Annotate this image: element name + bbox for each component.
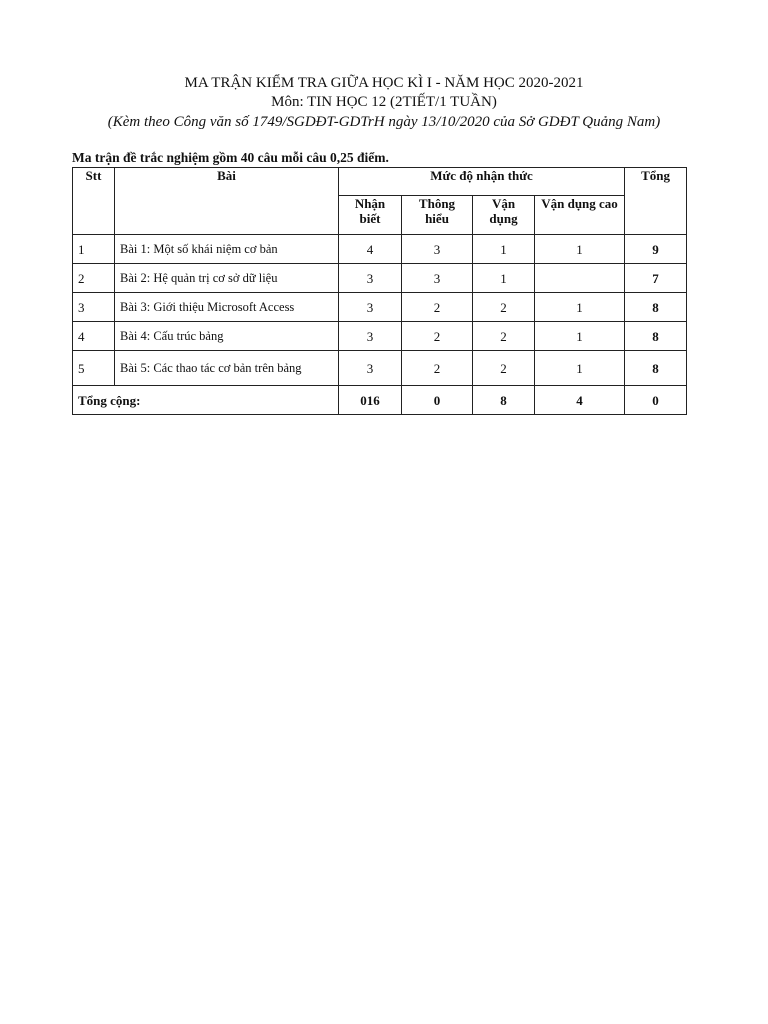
cell-thong-hieu: 3 <box>402 264 473 293</box>
cell-bai: Bài 2: Hệ quản trị cơ sở dữ liệu <box>115 264 339 293</box>
cell-van-dung-cao <box>535 264 625 293</box>
cell-tong: 8 <box>625 322 687 351</box>
header-van-dung-cao: Vận dụng cao <box>535 196 625 235</box>
header-muc-do: Mức độ nhận thức <box>339 168 625 196</box>
header-van-dung: Vận dụng <box>473 196 535 235</box>
total-thong-hieu: 0 <box>402 386 473 415</box>
header-row-1 <box>73 168 687 196</box>
header-bai: Bài <box>115 168 339 235</box>
total-nhan-biet: 016 <box>339 386 402 415</box>
cell-stt: 3 <box>73 293 115 322</box>
exam-matrix-table <box>72 167 687 415</box>
cell-van-dung-cao: 1 <box>535 293 625 322</box>
cell-tong: 9 <box>625 235 687 264</box>
total-van-dung-cao: 4 <box>535 386 625 415</box>
cell-bai: Bài 1: Một số khái niệm cơ bản <box>115 235 339 264</box>
reference-line: (Kèm theo Công văn số 1749/SGDĐT-GDTrH ngày 13/10/2020 của Sở GDĐT Quảng Nam) <box>107 114 661 130</box>
cell-stt: 5 <box>73 351 115 386</box>
cell-stt: 1 <box>73 235 115 264</box>
cell-nhan-biet: 3 <box>339 322 402 351</box>
cell-thong-hieu: 2 <box>402 351 473 386</box>
cell-van-dung: 2 <box>473 293 535 322</box>
cell-nhan-biet: 4 <box>339 235 402 264</box>
cell-bai: Bài 5: Các thao tác cơ bản trên bảng <box>115 351 339 386</box>
cell-stt: 4 <box>73 322 115 351</box>
cell-nhan-biet: 3 <box>339 264 402 293</box>
cell-thong-hieu: 2 <box>402 322 473 351</box>
cell-thong-hieu: 2 <box>402 293 473 322</box>
cell-bai: Bài 4: Cấu trúc bảng <box>115 322 339 351</box>
cell-bai: Bài 3: Giới thiệu Microsoft Access <box>115 293 339 322</box>
cell-van-dung: 2 <box>473 351 535 386</box>
cell-van-dung-cao: 1 <box>535 322 625 351</box>
cell-van-dung: 2 <box>473 322 535 351</box>
cell-tong: 8 <box>625 351 687 386</box>
cell-van-dung: 1 <box>473 235 535 264</box>
header-thong-hieu: Thông hiểu <box>402 196 473 235</box>
subject-line: Môn: TIN HỌC 12 (2TIẾT/1 TUẦN) <box>271 94 497 110</box>
cell-van-dung: 1 <box>473 264 535 293</box>
total-van-dung: 8 <box>473 386 535 415</box>
table-row <box>73 235 687 264</box>
cell-tong: 8 <box>625 293 687 322</box>
document-title: MA TRẬN KIỂM TRA GIỮA HỌC KÌ I - NĂM HỌC 2020-2021 <box>184 75 584 91</box>
cell-stt: 2 <box>73 264 115 293</box>
cell-thong-hieu: 3 <box>402 235 473 264</box>
cell-tong: 7 <box>625 264 687 293</box>
cell-nhan-biet: 3 <box>339 351 402 386</box>
cell-van-dung-cao: 1 <box>535 235 625 264</box>
total-row <box>73 386 687 415</box>
header-tong: Tổng <box>625 168 687 235</box>
total-tong: 0 <box>625 386 687 415</box>
total-label: Tổng cộng: <box>73 386 339 415</box>
table-row <box>73 293 687 322</box>
cell-nhan-biet: 3 <box>339 293 402 322</box>
table-row <box>73 351 687 386</box>
header-nhan-biet: Nhận biết <box>339 196 402 235</box>
table-row <box>73 264 687 293</box>
header-stt: Stt <box>73 168 115 235</box>
intro-text: Ma trận đề trắc nghiệm gồm 40 câu mỗi câu 0,25 điểm. <box>72 150 389 165</box>
table-row <box>73 322 687 351</box>
cell-van-dung-cao: 1 <box>535 351 625 386</box>
